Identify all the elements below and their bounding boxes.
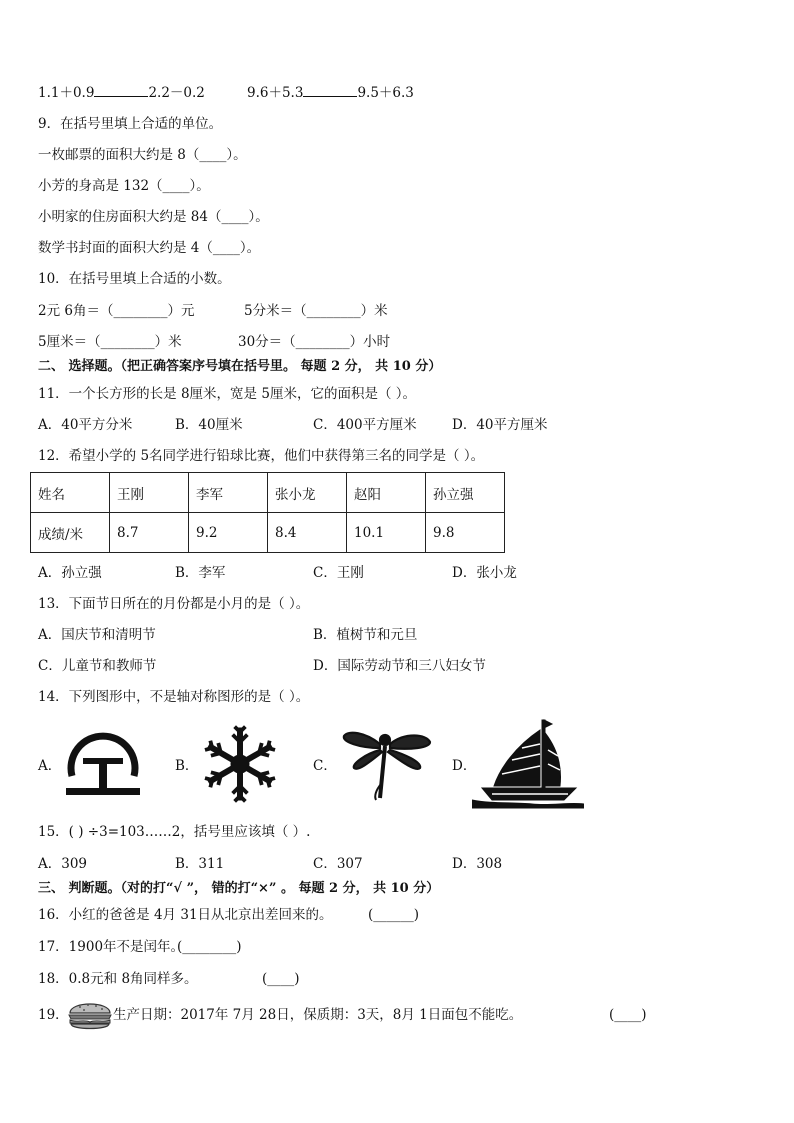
table-cell: 9.8: [426, 513, 505, 553]
q13-option-b[interactable]: B．植树节和元旦: [313, 627, 418, 643]
q10-c: 5厘米＝（________）米: [38, 334, 182, 350]
q16-text: 16．小红的爸爸是 4月 31日从北京出差回来的。: [38, 907, 333, 923]
table-cell: 8.4: [268, 513, 347, 553]
q19-text: 生产日期：2017年 7月 28日，保质期：3天，8月 1日面包不能吃。: [113, 1007, 523, 1023]
q9-line-1: 一枚邮票的面积大约是 8（____）。: [38, 147, 247, 163]
table-cell: 姓名: [31, 473, 110, 513]
dragonfly-figure: [340, 724, 436, 804]
q8-a: 1.1＋0.9: [38, 85, 95, 101]
q15-option-a[interactable]: A．309: [38, 856, 88, 872]
q14-option-b[interactable]: B．: [175, 758, 199, 774]
q17-text: 17．1900年不是闰年。: [38, 939, 185, 955]
q8-blank-2[interactable]: [303, 84, 357, 97]
table-cell: 王刚: [110, 473, 189, 513]
q8-d: 9.5＋6.3: [357, 85, 414, 101]
q14-stem: 14．下列图形中，不是轴对称图形的是（ ）。: [38, 689, 310, 705]
q8-c: 9.6＋5.3: [247, 85, 304, 101]
q18-text: 18．0.8元和 8角同样多。: [38, 971, 198, 987]
sailboat-figure: [472, 716, 584, 810]
q9-line-3: 小明家的住房面积大约是 84（____）。: [38, 209, 269, 225]
q13-option-c[interactable]: C．儿童节和教师节: [38, 658, 157, 674]
table-row: [31, 513, 505, 553]
snowflake-figure: [200, 724, 280, 804]
q10-title: 10．在括号里填上合适的小数。: [38, 271, 231, 287]
q9-line-4: 数学书封面的面积大约是 4（____）。: [38, 240, 261, 256]
table-cell: 8.7: [110, 513, 189, 553]
q15-option-b[interactable]: B．311: [175, 856, 225, 872]
q15-option-c[interactable]: C．307: [313, 856, 363, 872]
table-header-row: [31, 473, 505, 513]
q16-answer-blank[interactable]: (______): [368, 907, 420, 923]
q15-stem: 15．( ) ÷3=103……2，括号里应该填（ ）.: [38, 824, 311, 840]
q13-option-d[interactable]: D．国际劳动节和三八妇女节: [313, 658, 486, 674]
q19-answer-blank[interactable]: (____): [609, 1007, 647, 1023]
q14-option-c[interactable]: C．: [313, 758, 337, 774]
q11-option-b[interactable]: B．40厘米: [175, 417, 243, 433]
q13-option-a[interactable]: A．国庆节和清明节: [38, 627, 156, 643]
q14-option-d[interactable]: D．: [452, 758, 477, 774]
q11-option-a[interactable]: A．40平方分米: [38, 417, 133, 433]
section-2-heading: 二、 选择题。（把正确答案序号填在括号里。 每题 2 分， 共 10 分）: [38, 359, 442, 374]
q9-line-2: 小芳的身高是 132（____）。: [38, 178, 210, 194]
q8-line: [38, 84, 205, 102]
q13-stem: 13．下面节日所在的月份都是小月的是（ ）。: [38, 596, 310, 612]
metro-logo-figure: [62, 722, 144, 804]
q11-option-d[interactable]: D．40平方厘米: [452, 417, 548, 433]
q19-number: 19．: [38, 1007, 69, 1023]
q15-option-d[interactable]: D．308: [452, 856, 503, 872]
table-cell: 李军: [189, 473, 268, 513]
table-cell: 9.2: [189, 513, 268, 553]
table-cell: 张小龙: [268, 473, 347, 513]
q10-d: 30分＝（________）小时: [238, 334, 391, 350]
table-cell: 10.1: [347, 513, 426, 553]
q11-option-c[interactable]: C．400平方厘米: [313, 417, 417, 433]
bread-icon: [66, 997, 114, 1033]
q10-b: 5分米＝（________）米: [244, 303, 388, 319]
q12-option-d[interactable]: D．张小龙: [452, 565, 517, 581]
q9-title: 9．在括号里填上合适的单位。: [38, 116, 223, 132]
q8-blank-1[interactable]: [94, 84, 148, 97]
q12-option-a[interactable]: A．孙立强: [38, 565, 102, 581]
q12-option-b[interactable]: B．李军: [175, 565, 226, 581]
q12-option-c[interactable]: C．王刚: [313, 565, 364, 581]
score-table: [30, 472, 505, 553]
section-3-heading: 三、 判断题。（对的打“√ ”， 错的打“×” 。 每题 2 分， 共 10 分）: [38, 881, 440, 896]
table-cell: 孙立强: [426, 473, 505, 513]
q11-stem: 11．一个长方形的长是 8厘米，宽是 5厘米，它的面积是（ ）。: [38, 386, 416, 402]
q17-answer-blank[interactable]: (________): [177, 939, 242, 955]
q14-option-a[interactable]: A．: [38, 758, 62, 774]
q10-a: 2元 6角＝（________）元: [38, 303, 195, 319]
q12-stem: 12．希望小学的 5名同学进行铅球比赛，他们中获得第三名的同学是（ ）。: [38, 448, 485, 464]
q8-line-2: [247, 84, 414, 102]
q8-b: 2.2－0.2: [148, 85, 205, 101]
table-cell: 成绩/米: [31, 513, 110, 553]
table-cell: 赵阳: [347, 473, 426, 513]
q18-answer-blank[interactable]: (____): [262, 971, 300, 987]
